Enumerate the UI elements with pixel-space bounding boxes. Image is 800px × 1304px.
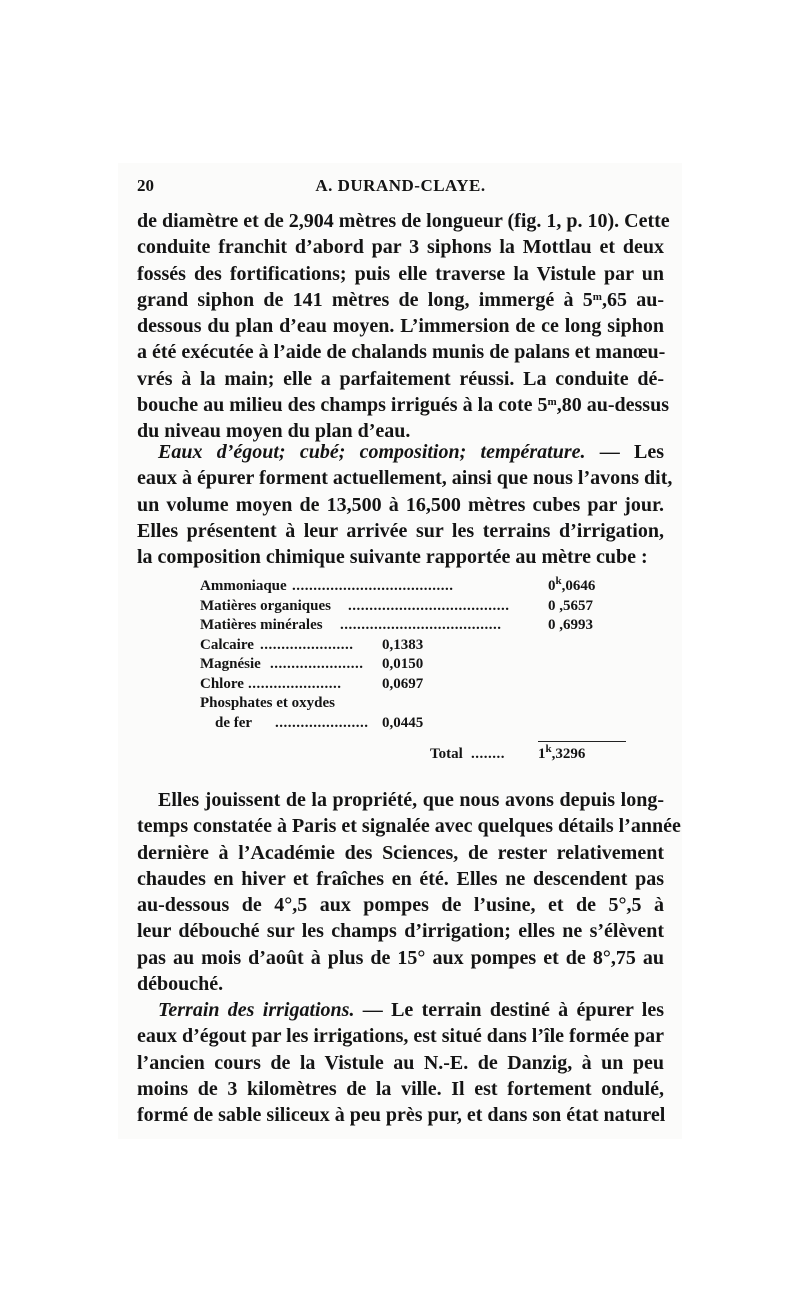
text-line: dernière à l’Académie des Sciences, de rester relativement	[137, 841, 664, 864]
text-line: la composition chimique suivante rapportée au mètre cube :	[137, 546, 648, 569]
text-segment: — Les	[585, 441, 664, 463]
text-line: l’ancien cours de la Vistule au N.-E. de Danzig, à un peu	[137, 1051, 664, 1074]
text-line: débouché.	[137, 973, 224, 996]
composition-label: Magnésie	[200, 656, 261, 672]
composition-label: Calcaire	[200, 636, 254, 653]
dot-leader: ......................	[270, 656, 364, 672]
value-integer: 0	[382, 714, 390, 731]
value-fraction: ,0150	[389, 656, 424, 672]
unit-superscript: m	[547, 396, 557, 409]
value-unit: k	[555, 575, 562, 587]
running-title: A. DURAND-CLAYE.	[315, 176, 486, 195]
text-segment: ,80 au-dessus	[556, 394, 669, 417]
value-integer: 0	[548, 617, 556, 633]
paragraph-2	[137, 439, 673, 570]
composition-value	[382, 676, 423, 693]
composition-label: Phosphates et oxydes	[200, 695, 336, 711]
composition-value	[548, 575, 596, 595]
page-number: 20	[137, 176, 154, 195]
text-segment: — Le terrain destiné à épurer les	[354, 999, 664, 1021]
text-line	[137, 997, 664, 1023]
composition-label: de fer	[215, 714, 253, 731]
paragraph-4	[137, 997, 664, 1128]
text-line: vrés à la main; elle a parfaitement réussi. La conduite dé-	[137, 367, 664, 390]
value-fraction: ,1383	[389, 636, 424, 653]
dot-leader: ......................................	[348, 597, 510, 614]
unit-superscript: m	[592, 290, 602, 303]
value-unit: k	[545, 743, 552, 755]
text-line	[137, 287, 664, 313]
dot-leader: ......................................	[292, 578, 454, 594]
text-line: pas au mois d’août à plus de 15° aux pompes et de 8°,75 au	[137, 946, 664, 969]
text-segment: grand siphon de 141 mètres de long, immergé à 5	[137, 288, 593, 311]
dot-leader: ........	[471, 746, 505, 762]
composition-label: Matières minérales	[200, 617, 323, 633]
composition-label: Chlore	[200, 675, 244, 692]
text-line: du niveau moyen du plan d’eau.	[137, 420, 411, 443]
value-integer: 0	[382, 656, 390, 672]
dot-leader: ......................	[248, 675, 342, 692]
dot-leader: ......................	[260, 636, 354, 653]
text-segment: bouche au milieu des champs irrigués à la cote 5	[137, 394, 548, 417]
text-line: un volume moyen de 13,500 à 16,500 mètres cubes par jour.	[137, 493, 664, 516]
value-integer: 0	[382, 675, 390, 692]
composition-label: Matières organiques	[200, 597, 331, 614]
text-line: chaudes en hiver et fraîches en été. Elles ne descendent pas	[137, 867, 664, 890]
composition-value	[382, 656, 423, 673]
value-fraction: ,0697	[389, 675, 424, 692]
composition-value	[548, 617, 593, 634]
value-fraction: ,0445	[389, 714, 424, 731]
text-segment: ,65 au-	[601, 288, 664, 311]
dot-leader: ......................	[275, 714, 369, 731]
text-line: Elles jouissent de la propriété, que nous avons depuis long-	[158, 789, 664, 811]
value-integer: 1	[538, 746, 546, 762]
text-line: conduite franchit d’abord par 3 siphons la Mottlau et deux	[137, 236, 664, 259]
value-fraction: ,3296	[551, 746, 586, 762]
text-line: leur débouché sur les champs d’irrigation; elles ne s’élèvent	[137, 920, 664, 943]
composition-label: Ammoniaque	[200, 578, 287, 594]
text-line: a été exécutée à l’aide de chalands munis de palans et manœu-	[137, 341, 666, 364]
text-line: fossés des fortifications; puis elle traverse la Vistule par un	[137, 262, 664, 285]
composition-value	[538, 743, 586, 763]
text-line: eaux à épurer forment actuellement, ainsi que nous l’avons dit,	[137, 467, 673, 490]
composition-value	[382, 715, 423, 732]
value-fraction: ,6993	[555, 617, 593, 633]
text-line: eaux d’égout par les irrigations, est situé dans l’île formée par	[137, 1025, 664, 1048]
value-integer: 0	[548, 597, 556, 614]
total-rule	[538, 741, 626, 742]
text-line: dessous du plan d’eau moyen. L’immersion de ce long siphon	[137, 315, 664, 338]
value-fraction: ,0646	[561, 578, 596, 594]
value-integer: 0	[548, 578, 556, 594]
paragraph-1	[137, 208, 670, 445]
text-line	[137, 392, 669, 418]
value-fraction: ,5657	[555, 597, 593, 614]
text-line: de diamètre et de 2,904 mètres de longueur (fig. 1, p. 10). Cette	[137, 210, 670, 232]
section-heading: Terrain des irrigations.	[158, 999, 355, 1021]
running-header	[137, 174, 664, 200]
text-line: moins de 3 kilomètres de la ville. Il est fortement ondulé,	[137, 1077, 664, 1100]
text-line	[137, 439, 664, 465]
composition-value	[548, 598, 593, 615]
dot-leader: ......................................	[340, 617, 502, 633]
value-integer: 0	[382, 636, 390, 653]
total-label: Total	[430, 746, 463, 762]
text-line: au-dessous de 4°,5 aux pompes de l’usine, et de 5°,5 à	[137, 894, 664, 917]
text-line: formé de sable siliceux à peu près pur, et dans son état naturel	[137, 1104, 666, 1127]
text-line: Elles présentent à leur arrivée sur les terrains d’irrigation,	[137, 519, 664, 542]
paragraph-3	[137, 787, 681, 997]
text-line: temps constatée à Paris et signalée avec quelques détails l’année	[137, 815, 681, 838]
section-heading: Eaux d’égout; cubé; composition; température.	[158, 441, 586, 463]
composition-value	[382, 637, 423, 654]
